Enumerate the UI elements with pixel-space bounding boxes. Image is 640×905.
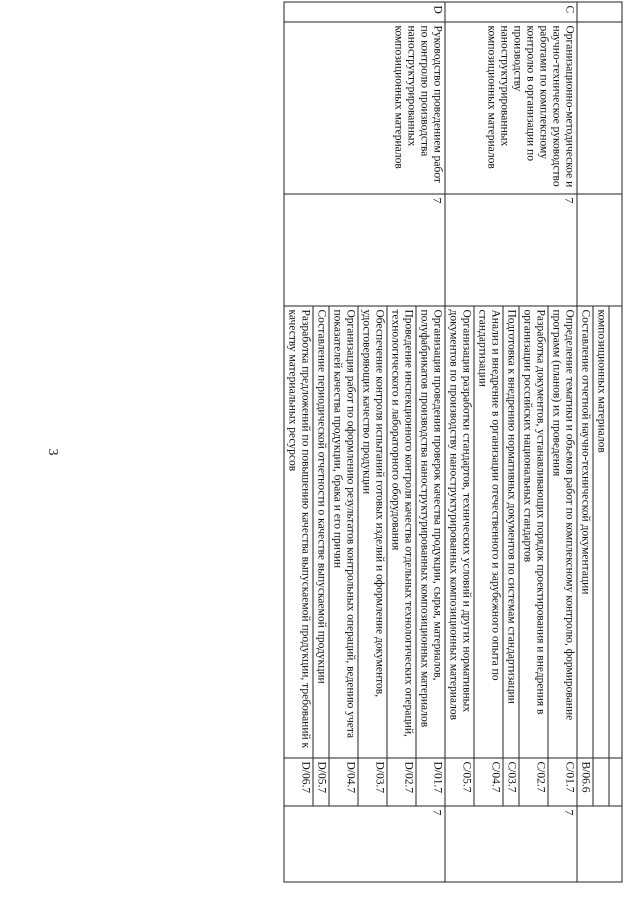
function-code xyxy=(609,758,622,806)
function-code: C/05.7 xyxy=(445,758,474,806)
function-name: Организация работ по оформлению результатов контрольных операций, ведению учета показателей качества продукции, брака и его причин xyxy=(329,306,358,758)
function-name: композиционных материалов xyxy=(593,306,609,758)
function-code: D/02.7 xyxy=(387,758,416,806)
function-code: C/01.7 xyxy=(548,758,577,806)
function-name: Анализ и внедрение в организации отечественного и зарубежного опыта по стандартизации xyxy=(474,306,503,758)
page-number: 3 xyxy=(45,448,60,456)
function-code: D/05.7 xyxy=(313,758,329,806)
function-code: B/06.6 xyxy=(577,758,593,806)
function-name: Составление отчетной научно-технической документации xyxy=(577,306,593,758)
function-code: D/03.7 xyxy=(358,758,387,806)
group-letter: D xyxy=(284,2,445,22)
sublevel: 7 xyxy=(284,806,445,882)
function-code: D/04.7 xyxy=(329,758,358,806)
function-code: C/04.7 xyxy=(474,758,503,806)
function-code: C/03.7 xyxy=(503,758,519,806)
function-code: D/01.7 xyxy=(416,758,445,806)
qualification-level: 7 xyxy=(445,194,577,306)
table-row xyxy=(609,2,622,882)
table-row xyxy=(548,2,577,882)
function-name: Организация разработки стандартов, технических условий и других нормативных документов по производству наноструктурированных композиционных материалов xyxy=(445,306,474,758)
function-name: Обеспечение контроля испытаний готовых изделий и оформление документов, удостоверяющих качество продукции xyxy=(358,306,387,758)
qualification-level: 7 xyxy=(284,194,445,306)
function-name: Разработка документов, устанавливающих порядок проектирования и внедрения в организации российских национальных стандартов xyxy=(519,306,548,758)
group-letter: C xyxy=(445,2,577,22)
function-name: Определение тематики и объемов работ по комплексному контролю, формирование программ (планов) их проведения xyxy=(548,306,577,758)
group-title: Руководство проведением работ по контролю производства наноструктурированных композиционных материалов xyxy=(284,22,445,194)
labor-functions-table xyxy=(283,2,622,883)
function-name: Разработка предложений по повышению качества выпускаемой продукции, требований к качеству материальных ресурсов xyxy=(284,306,313,758)
function-name: Организация проведения проверок качества продукции, сырья, материалов, полуфабрикатов производства наноструктурированных композиционных материалов xyxy=(416,306,445,758)
function-code: D/06.7 xyxy=(284,758,313,806)
function-name: Подготовка к внедрению нормативных документов по системам стандартизации xyxy=(503,306,519,758)
function-name: Составление периодической отчетности о качестве выпускаемой продукции xyxy=(313,306,329,758)
function-code: C/02.7 xyxy=(519,758,548,806)
group-title: Организационно-методическое и научно-техническое руководство работами по комплексному контролю в организации по производству наноструктурированных композиционных материалов xyxy=(445,22,577,194)
table-row xyxy=(416,2,445,882)
function-code xyxy=(593,758,609,806)
sublevel: 7 xyxy=(445,806,577,882)
function-name: Проведение инспекционного контроля качества отдельных технологических операций, технологического и лабораторного оборудования xyxy=(387,306,416,758)
function-name xyxy=(609,306,622,758)
